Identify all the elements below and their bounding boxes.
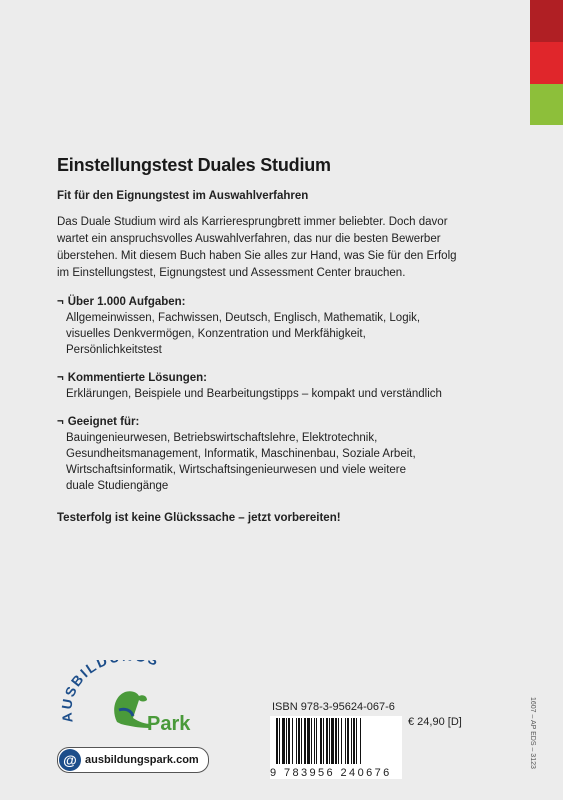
isbn-number: ISBN 978-3-95624-067-6 — [272, 701, 395, 713]
text-content — [57, 155, 457, 524]
barcode-bar — [298, 718, 300, 764]
barcode-bar — [347, 718, 349, 764]
section-heading: Über 1.000 Aufgaben: — [67, 296, 186, 308]
barcode-bar — [326, 718, 328, 764]
at-icon: @ — [59, 749, 81, 771]
barcode-bar — [320, 718, 322, 764]
color-bar-red — [530, 42, 563, 84]
barcode-bar — [353, 718, 355, 764]
barcode-bar — [338, 718, 339, 764]
barcode-bar — [314, 718, 315, 764]
section-suitable — [57, 414, 457, 494]
color-bar-dark-red — [530, 0, 563, 42]
barcode-bar — [331, 718, 334, 764]
section-line: Bauingenieurwesen, Betriebswirtschaftslehre, Elektrotechnik, — [66, 432, 378, 444]
section-heading: Kommentierte Lösungen: — [67, 372, 208, 384]
logo-word: Park — [147, 713, 191, 735]
section-line: Wirtschaftsinformatik, Wirtschaftsingenieurwesen und viele weitere — [66, 464, 407, 476]
barcode-bar — [304, 718, 306, 764]
barcode-bar — [292, 718, 293, 764]
barcode-bar — [296, 718, 297, 764]
section-line: Erklärungen, Beispiele und Bearbeitungstipps – kompakt und verständlich — [66, 388, 442, 400]
barcode-bar — [307, 718, 310, 764]
barcode-bar — [335, 718, 337, 764]
price-label: € 24,90 [D] — [408, 716, 462, 728]
barcode-bar — [316, 718, 317, 764]
bullet-icon: ¬ — [57, 296, 64, 308]
logo-arc-text: AUSBILD — [59, 660, 112, 724]
intro-paragraph — [57, 214, 457, 282]
barcode-bar — [282, 718, 285, 764]
barcode-bar — [288, 718, 290, 764]
section-solutions — [57, 370, 457, 402]
bullet-icon: ¬ — [57, 416, 64, 428]
intro-line: überstehen. Mit diesem Buch haben Sie alles zur Hand, was Sie für den Erfolg — [57, 250, 457, 262]
section-line: Gesundheitsmanagement, Informatik, Maschinenbau, Soziale Arbeit, — [66, 448, 416, 460]
section-line: duale Studiengänge — [66, 480, 169, 492]
website-badge[interactable] — [57, 747, 209, 773]
barcode-digits: 9 783956 240676 — [270, 767, 402, 779]
section-line: visuelles Denkvermögen, Konzentration und Merkfähigkeit, — [66, 328, 366, 340]
barcode-bar — [341, 718, 342, 764]
barcode-bar — [360, 718, 361, 764]
barcode-bar — [345, 718, 346, 764]
ausbildungspark-logo — [59, 660, 204, 735]
barcode-bar — [323, 718, 324, 764]
section-line: Persönlichkeitstest — [66, 344, 162, 356]
book-title: Einstellungstest Duales Studium — [57, 155, 331, 175]
closing-line: Testerfolg ist keine Glückssache – jetzt vorbereiten! — [57, 512, 341, 524]
barcode-bar — [356, 718, 357, 764]
section-tasks — [57, 294, 457, 358]
intro-line: im Einstellungstest, Eignungstest und Assessment Center brauchen. — [57, 267, 406, 279]
section-line: Allgemeinwissen, Fachwissen, Deutsch, Englisch, Mathematik, Logik, — [66, 312, 421, 324]
barcode-bar — [279, 718, 280, 764]
intro-line: Das Duale Studium wird als Karrieresprungbrett immer beliebter. Doch davor — [57, 216, 448, 228]
vertical-code: 1607 – AP EDS – 3123 — [529, 697, 536, 769]
kangaroo-icon — [114, 691, 151, 728]
color-bar-green — [530, 84, 563, 125]
logo-graphic — [59, 660, 204, 735]
section-heading: Geeignet für: — [67, 416, 140, 428]
barcode-bar — [301, 718, 302, 764]
barcode-bar — [276, 718, 278, 764]
barcode-bars — [270, 716, 402, 766]
bullet-icon: ¬ — [57, 372, 64, 384]
book-subtitle: Fit für den Eignungstest im Auswahlverfahren — [57, 190, 309, 202]
barcode-bar — [311, 718, 312, 764]
intro-line: wartet ein anspruchsvolles Auswahlverfahren, das nur die besten Bewerber — [57, 233, 441, 245]
website-url: ausbildungspark.com — [85, 754, 199, 766]
barcode-bar — [351, 718, 352, 764]
barcode-bar — [286, 718, 287, 764]
barcode-bar — [329, 718, 330, 764]
